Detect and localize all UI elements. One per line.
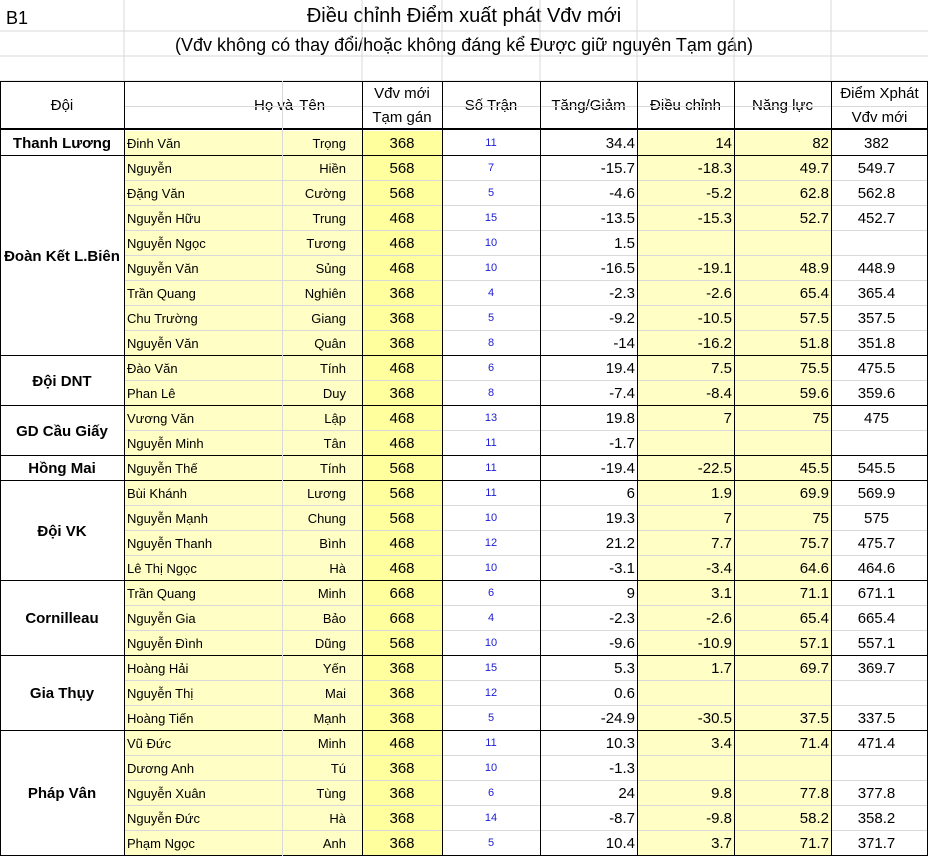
player-surname[interactable]: Nguyễn Đức (124, 806, 282, 831)
start-score-cell[interactable]: 357.5 (857, 310, 896, 327)
player-surname[interactable]: Phan Lê (124, 381, 282, 406)
ability-cell[interactable] (734, 756, 831, 781)
change-cell[interactable]: 24 (618, 785, 635, 802)
tentative-score-cell[interactable]: 368 (362, 706, 442, 731)
ability-cell[interactable]: 62.8 (734, 181, 831, 206)
adjustment-cell[interactable]: -19.1 (637, 256, 734, 281)
tentative-score-cell[interactable]: 668 (362, 606, 442, 631)
ability-cell[interactable]: 58.2 (734, 806, 831, 831)
match-count-cell[interactable]: 6 (487, 787, 495, 799)
header-change[interactable] (540, 81, 637, 130)
start-score-cell[interactable]: 452.7 (857, 210, 896, 227)
player-given-name[interactable]: Lương (282, 481, 362, 506)
tentative-score-cell[interactable]: 468 (362, 256, 442, 281)
change-cell[interactable]: -8.7 (609, 810, 635, 827)
start-score-cell[interactable]: 569.9 (857, 485, 896, 502)
match-count-cell[interactable]: 5 (487, 712, 495, 724)
match-count-cell[interactable]: 10 (484, 762, 498, 774)
player-surname[interactable]: Nguyễn (124, 156, 282, 181)
header-team-label: Đội (50, 96, 74, 114)
player-surname[interactable]: Nguyễn Gia (124, 606, 282, 631)
change-cell[interactable]: -1.7 (609, 435, 635, 452)
ability-cell[interactable]: 71.1 (734, 581, 831, 606)
tentative-score-cell[interactable]: 568 (362, 631, 442, 656)
header-new-player-line2: Tạm gán (372, 108, 432, 126)
match-count-cell[interactable]: 4 (487, 612, 495, 624)
ability-cell[interactable]: 59.6 (734, 381, 831, 406)
match-count-cell[interactable]: 5 (487, 187, 495, 199)
player-given-name[interactable]: Tính (282, 356, 362, 381)
tentative-score-cell[interactable]: 568 (362, 506, 442, 531)
player-surname[interactable]: Chu Trường (124, 306, 282, 331)
adjustment-cell[interactable]: 1.7 (637, 656, 734, 681)
player-surname[interactable]: Trần Quang (124, 281, 282, 306)
player-surname[interactable]: Nguyễn Ngọc (124, 231, 282, 256)
change-cell[interactable]: -4.6 (609, 185, 635, 202)
player-surname[interactable]: Vũ Đức (124, 731, 282, 756)
player-surname[interactable]: Nguyễn Thanh (124, 531, 282, 556)
ability-cell[interactable]: 77.8 (734, 781, 831, 806)
header-new-player-line1: Vđv mới (374, 84, 430, 102)
match-count-cell[interactable]: 7 (487, 162, 495, 174)
match-count-cell[interactable]: 11 (485, 487, 497, 499)
adjustment-cell[interactable]: -10.9 (637, 631, 734, 656)
start-score-cell[interactable]: 475.7 (857, 535, 896, 552)
tentative-score-cell[interactable]: 568 (362, 481, 442, 506)
start-score-cell[interactable]: 671.1 (857, 585, 896, 602)
player-given-name[interactable]: Lập (282, 406, 362, 431)
player-given-name[interactable]: Bảo (282, 606, 362, 631)
team-name[interactable]: Cornilleau (25, 610, 99, 627)
player-given-name[interactable]: Tùng (282, 781, 362, 806)
player-surname[interactable]: Nguyễn Minh (124, 431, 282, 456)
adjustment-cell[interactable]: -2.6 (637, 606, 734, 631)
start-score-cell[interactable]: 464.6 (857, 560, 896, 577)
ability-cell[interactable]: 75.7 (734, 531, 831, 556)
player-given-name[interactable]: Quân (282, 331, 362, 356)
tentative-score-cell[interactable]: 468 (362, 231, 442, 256)
player-surname[interactable]: Hoàng Tiến (124, 706, 282, 731)
change-cell[interactable]: -19.4 (600, 460, 635, 477)
start-score-cell[interactable]: 382 (863, 135, 890, 152)
match-count-cell[interactable]: 11 (485, 462, 497, 474)
adjustment-cell[interactable]: 7 (637, 506, 734, 531)
team-name[interactable]: Gia Thụy (29, 685, 95, 702)
adjustment-cell[interactable]: 14 (637, 131, 734, 156)
start-score-cell[interactable]: 371.7 (857, 835, 896, 852)
tentative-score-cell[interactable]: 568 (362, 156, 442, 181)
header-start-score-line2: Vđv mới (851, 108, 908, 126)
ability-cell[interactable]: 65.4 (734, 281, 831, 306)
ability-cell[interactable]: 82 (734, 131, 831, 156)
header-matches-label: Số Trận (464, 96, 518, 114)
tentative-score-cell[interactable]: 468 (362, 406, 442, 431)
match-count-cell[interactable]: 4 (487, 287, 495, 299)
tentative-score-cell[interactable]: 468 (362, 206, 442, 231)
match-count-cell[interactable]: 15 (484, 212, 498, 224)
header-adjustment[interactable] (637, 81, 734, 130)
player-surname[interactable]: Đào Văn (124, 356, 282, 381)
ability-cell[interactable] (734, 431, 831, 456)
start-score-cell[interactable]: 337.5 (857, 710, 896, 727)
match-count-cell[interactable]: 5 (487, 837, 495, 849)
header-surname-label: Họ và (254, 96, 294, 114)
change-cell[interactable]: 0.6 (614, 685, 635, 702)
change-cell[interactable]: -7.4 (609, 385, 635, 402)
team-name[interactable]: Hồng Mai (28, 460, 96, 477)
header-name[interactable] (124, 81, 362, 130)
player-given-name[interactable]: Minh (282, 731, 362, 756)
player-given-name[interactable]: Duy (282, 381, 362, 406)
match-count-cell[interactable]: 11 (485, 137, 497, 149)
adjustment-cell[interactable]: -3.4 (637, 556, 734, 581)
adjustment-cell[interactable]: -15.3 (637, 206, 734, 231)
tentative-score-cell[interactable]: 368 (362, 381, 442, 406)
cell-reference[interactable]: B1 (6, 8, 29, 28)
start-score-cell[interactable]: 358.2 (857, 810, 896, 827)
match-count-cell[interactable]: 10 (484, 637, 498, 649)
player-given-name[interactable]: Tương (282, 231, 362, 256)
sheet-title[interactable]: Điều chỉnh Điểm xuất phát Vđv mới (306, 5, 622, 27)
player-surname[interactable]: Nguyễn Xuân (124, 781, 282, 806)
ability-cell[interactable]: 69.7 (734, 656, 831, 681)
ability-cell[interactable]: 52.7 (734, 206, 831, 231)
match-count-cell[interactable]: 13 (484, 412, 498, 424)
player-given-name[interactable]: Cường (282, 181, 362, 206)
adjustment-cell[interactable]: 7.5 (637, 356, 734, 381)
player-surname[interactable]: Nguyễn Đình (124, 631, 282, 656)
start-score-cell[interactable]: 377.8 (857, 785, 896, 802)
adjustment-cell[interactable]: -2.6 (637, 281, 734, 306)
start-score-cell[interactable] (831, 431, 928, 456)
player-given-name[interactable]: Giang (282, 306, 362, 331)
ability-cell[interactable]: 48.9 (734, 256, 831, 281)
change-cell[interactable]: -13.5 (600, 210, 635, 227)
tentative-score-cell[interactable]: 368 (362, 781, 442, 806)
team-name[interactable]: Đội VK (37, 522, 87, 540)
match-count-cell[interactable]: 14 (484, 812, 498, 824)
change-cell[interactable]: 10.3 (605, 735, 635, 752)
match-count-cell[interactable]: 11 (485, 437, 497, 449)
ability-cell[interactable]: 75 (734, 406, 831, 431)
match-count-cell[interactable]: 8 (487, 387, 495, 399)
tentative-score-cell[interactable]: 368 (362, 656, 442, 681)
adjustment-cell[interactable]: -8.4 (637, 381, 734, 406)
adjustment-cell[interactable]: 7 (637, 406, 734, 431)
ability-cell[interactable]: 69.9 (734, 481, 831, 506)
change-cell[interactable]: -2.3 (609, 610, 635, 627)
change-cell[interactable]: 34.4 (605, 135, 635, 152)
change-cell[interactable]: -16.5 (600, 260, 635, 277)
player-surname[interactable]: Trần Quang (124, 581, 282, 606)
tentative-score-cell[interactable]: 468 (362, 531, 442, 556)
ability-cell[interactable] (734, 681, 831, 706)
match-count-cell[interactable]: 12 (484, 537, 498, 549)
match-count-cell[interactable]: 6 (487, 587, 495, 599)
ability-cell[interactable]: 45.5 (734, 456, 831, 481)
team-name[interactable]: Đội DNT (32, 372, 92, 390)
header-matches[interactable] (442, 81, 540, 130)
change-cell[interactable]: 19.3 (605, 510, 635, 527)
player-given-name[interactable]: Hiền (282, 156, 362, 181)
player-surname[interactable]: Phạm Ngọc (124, 831, 282, 856)
match-count-cell[interactable]: 10 (484, 262, 498, 274)
header-start-score-line1: Điểm Xphát (840, 84, 919, 102)
adjustment-cell[interactable]: -5.2 (637, 181, 734, 206)
tentative-score-cell[interactable]: 368 (362, 281, 442, 306)
sheet-subtitle[interactable]: (Vđv không có thay đổi/hoặc không đáng kể Được giữ nguyên Tạm gán) (175, 35, 753, 55)
team-name[interactable]: Đoàn Kết L.Biên (4, 247, 120, 265)
adjustment-cell[interactable]: 1.9 (637, 481, 734, 506)
tentative-score-cell[interactable]: 368 (362, 756, 442, 781)
adjustment-cell[interactable]: 7.7 (637, 531, 734, 556)
change-cell[interactable]: 19.8 (605, 410, 635, 427)
match-count-cell[interactable]: 10 (484, 237, 498, 249)
tentative-score-cell[interactable]: 568 (362, 456, 442, 481)
adjustment-cell[interactable]: 3.7 (637, 831, 734, 856)
player-given-name[interactable]: Trọng (282, 131, 362, 156)
match-count-cell[interactable]: 10 (484, 562, 498, 574)
change-cell[interactable]: 1.5 (614, 235, 635, 252)
player-surname[interactable]: Dương Anh (124, 756, 282, 781)
tentative-score-cell[interactable]: 468 (362, 356, 442, 381)
player-given-name[interactable]: Dũng (282, 631, 362, 656)
change-cell[interactable]: -1.3 (609, 760, 635, 777)
team-name[interactable]: GD Cầu Giấy (16, 422, 108, 440)
player-surname[interactable]: Nguyễn Thế (124, 456, 282, 481)
match-count-cell[interactable]: 6 (487, 362, 495, 374)
player-surname[interactable]: Nguyễn Hữu (124, 206, 282, 231)
header-ability-label: Năng lực (752, 96, 813, 114)
adjustment-cell[interactable]: -10.5 (637, 306, 734, 331)
ability-cell[interactable]: 51.8 (734, 331, 831, 356)
header-ability[interactable] (734, 81, 831, 130)
team-name[interactable]: Thanh Lương (12, 135, 112, 152)
ability-cell[interactable]: 57.5 (734, 306, 831, 331)
ability-cell[interactable]: 71.7 (734, 831, 831, 856)
start-score-cell[interactable]: 557.1 (857, 635, 896, 652)
ability-cell[interactable]: 49.7 (734, 156, 831, 181)
tentative-score-cell[interactable]: 368 (362, 831, 442, 856)
adjustment-cell[interactable] (637, 231, 734, 256)
change-cell[interactable]: -3.1 (609, 560, 635, 577)
adjustment-cell[interactable]: -30.5 (637, 706, 734, 731)
start-score-cell[interactable] (831, 231, 928, 256)
start-score-cell[interactable]: 545.5 (857, 460, 896, 477)
ability-cell[interactable]: 57.1 (734, 631, 831, 656)
tentative-score-cell[interactable]: 468 (362, 731, 442, 756)
header-adjustment-label: Điều chỉnh (650, 96, 721, 114)
start-score-cell[interactable]: 575 (863, 510, 890, 527)
change-cell[interactable]: 21.2 (605, 535, 635, 552)
tentative-score-cell[interactable]: 368 (362, 681, 442, 706)
tentative-score-cell[interactable]: 568 (362, 181, 442, 206)
player-surname[interactable]: Nguyễn Thị (124, 681, 282, 706)
start-score-cell[interactable]: 562.8 (857, 185, 896, 202)
player-surname[interactable]: Nguyễn Mạnh (124, 506, 282, 531)
player-given-name[interactable]: Tú (282, 756, 362, 781)
tentative-score-cell[interactable]: 368 (362, 806, 442, 831)
start-score-cell[interactable]: 471.4 (857, 735, 896, 752)
header-change-label: Tăng/Giảm (551, 96, 626, 114)
match-count-cell[interactable]: 10 (484, 512, 498, 524)
player-surname[interactable]: Lê Thị Ngọc (124, 556, 282, 581)
player-surname[interactable]: Bùi Khánh (124, 481, 282, 506)
change-cell[interactable]: 19.4 (605, 360, 635, 377)
team-name[interactable]: Pháp Vân (27, 785, 97, 802)
adjustment-cell[interactable]: -9.8 (637, 806, 734, 831)
adjustment-cell[interactable]: -16.2 (637, 331, 734, 356)
match-count-cell[interactable]: 8 (487, 337, 495, 349)
start-score-cell[interactable]: 665.4 (857, 610, 896, 627)
player-given-name[interactable]: Trung (282, 206, 362, 231)
ability-cell[interactable]: 64.6 (734, 556, 831, 581)
match-count-cell[interactable]: 15 (484, 662, 498, 674)
change-cell[interactable]: -9.6 (609, 635, 635, 652)
start-score-cell[interactable]: 351.8 (857, 335, 896, 352)
player-given-name[interactable]: Mạnh (282, 706, 362, 731)
player-surname[interactable]: Nguyễn Văn (124, 256, 282, 281)
start-score-cell[interactable]: 359.6 (857, 385, 896, 402)
tentative-score-cell[interactable]: 368 (362, 131, 442, 156)
player-surname[interactable]: Vương Văn (124, 406, 282, 431)
ability-cell[interactable]: 75.5 (734, 356, 831, 381)
player-given-name[interactable]: Yến (282, 656, 362, 681)
start-score-cell[interactable] (831, 756, 928, 781)
match-count-cell[interactable]: 5 (487, 312, 495, 324)
change-cell[interactable]: -15.7 (600, 160, 635, 177)
tentative-score-cell[interactable]: 368 (362, 306, 442, 331)
header-given-name-label: Tên (299, 96, 326, 114)
player-given-name[interactable]: Tân (282, 431, 362, 456)
change-cell[interactable]: 5.3 (614, 660, 635, 677)
change-cell[interactable]: 10.4 (605, 835, 635, 852)
player-given-name[interactable]: Sủng (282, 256, 362, 281)
start-score-cell[interactable] (831, 681, 928, 706)
player-surname[interactable]: Hoàng Hải (124, 656, 282, 681)
player-given-name[interactable]: Chung (282, 506, 362, 531)
match-count-cell[interactable]: 11 (485, 737, 497, 749)
header-team[interactable] (0, 81, 124, 130)
start-score-cell[interactable]: 448.9 (857, 260, 896, 277)
adjustment-cell[interactable]: 3.4 (637, 731, 734, 756)
adjustment-cell[interactable]: 3.1 (637, 581, 734, 606)
player-given-name[interactable]: Anh (282, 831, 362, 856)
tentative-score-cell[interactable]: 668 (362, 581, 442, 606)
change-cell[interactable]: 9 (626, 585, 635, 602)
player-given-name[interactable]: Bình (282, 531, 362, 556)
player-given-name[interactable]: Nghiên (282, 281, 362, 306)
player-given-name[interactable]: Minh (282, 581, 362, 606)
match-count-cell[interactable]: 12 (484, 687, 498, 699)
ability-cell[interactable]: 71.4 (734, 731, 831, 756)
ability-cell[interactable]: 65.4 (734, 606, 831, 631)
ability-cell[interactable]: 37.5 (734, 706, 831, 731)
start-score-cell[interactable]: 475.5 (857, 360, 896, 377)
player-given-name[interactable]: Tính (282, 456, 362, 481)
adjustment-cell[interactable] (637, 681, 734, 706)
ability-cell[interactable] (734, 231, 831, 256)
start-score-cell[interactable]: 369.7 (857, 660, 896, 677)
change-cell[interactable]: 6 (626, 485, 635, 502)
tentative-score-cell[interactable]: 468 (362, 556, 442, 581)
adjustment-cell[interactable]: 9.8 (637, 781, 734, 806)
player-surname[interactable]: Nguyễn Văn (124, 331, 282, 356)
change-cell[interactable]: -2.3 (609, 285, 635, 302)
player-given-name[interactable]: Hà (282, 556, 362, 581)
start-score-cell[interactable]: 475 (863, 410, 890, 427)
adjustment-cell[interactable]: -18.3 (637, 156, 734, 181)
start-score-cell[interactable]: 549.7 (857, 160, 896, 177)
ability-cell[interactable]: 75 (734, 506, 831, 531)
player-given-name[interactable]: Mai (282, 681, 362, 706)
player-given-name[interactable]: Hà (282, 806, 362, 831)
change-cell[interactable]: -9.2 (609, 310, 635, 327)
start-score-cell[interactable]: 365.4 (857, 285, 896, 302)
player-surname[interactable]: Đặng Văn (124, 181, 282, 206)
tentative-score-cell[interactable]: 368 (362, 331, 442, 356)
adjustment-cell[interactable] (637, 431, 734, 456)
tentative-score-cell[interactable]: 468 (362, 431, 442, 456)
header-new-player[interactable] (362, 81, 442, 130)
change-cell[interactable]: -24.9 (600, 710, 635, 727)
adjustment-cell[interactable]: -22.5 (637, 456, 734, 481)
player-surname[interactable]: Đinh Văn (124, 131, 282, 156)
change-cell[interactable]: -14 (613, 335, 635, 352)
header-start-score[interactable] (831, 81, 928, 130)
adjustment-cell[interactable] (637, 756, 734, 781)
